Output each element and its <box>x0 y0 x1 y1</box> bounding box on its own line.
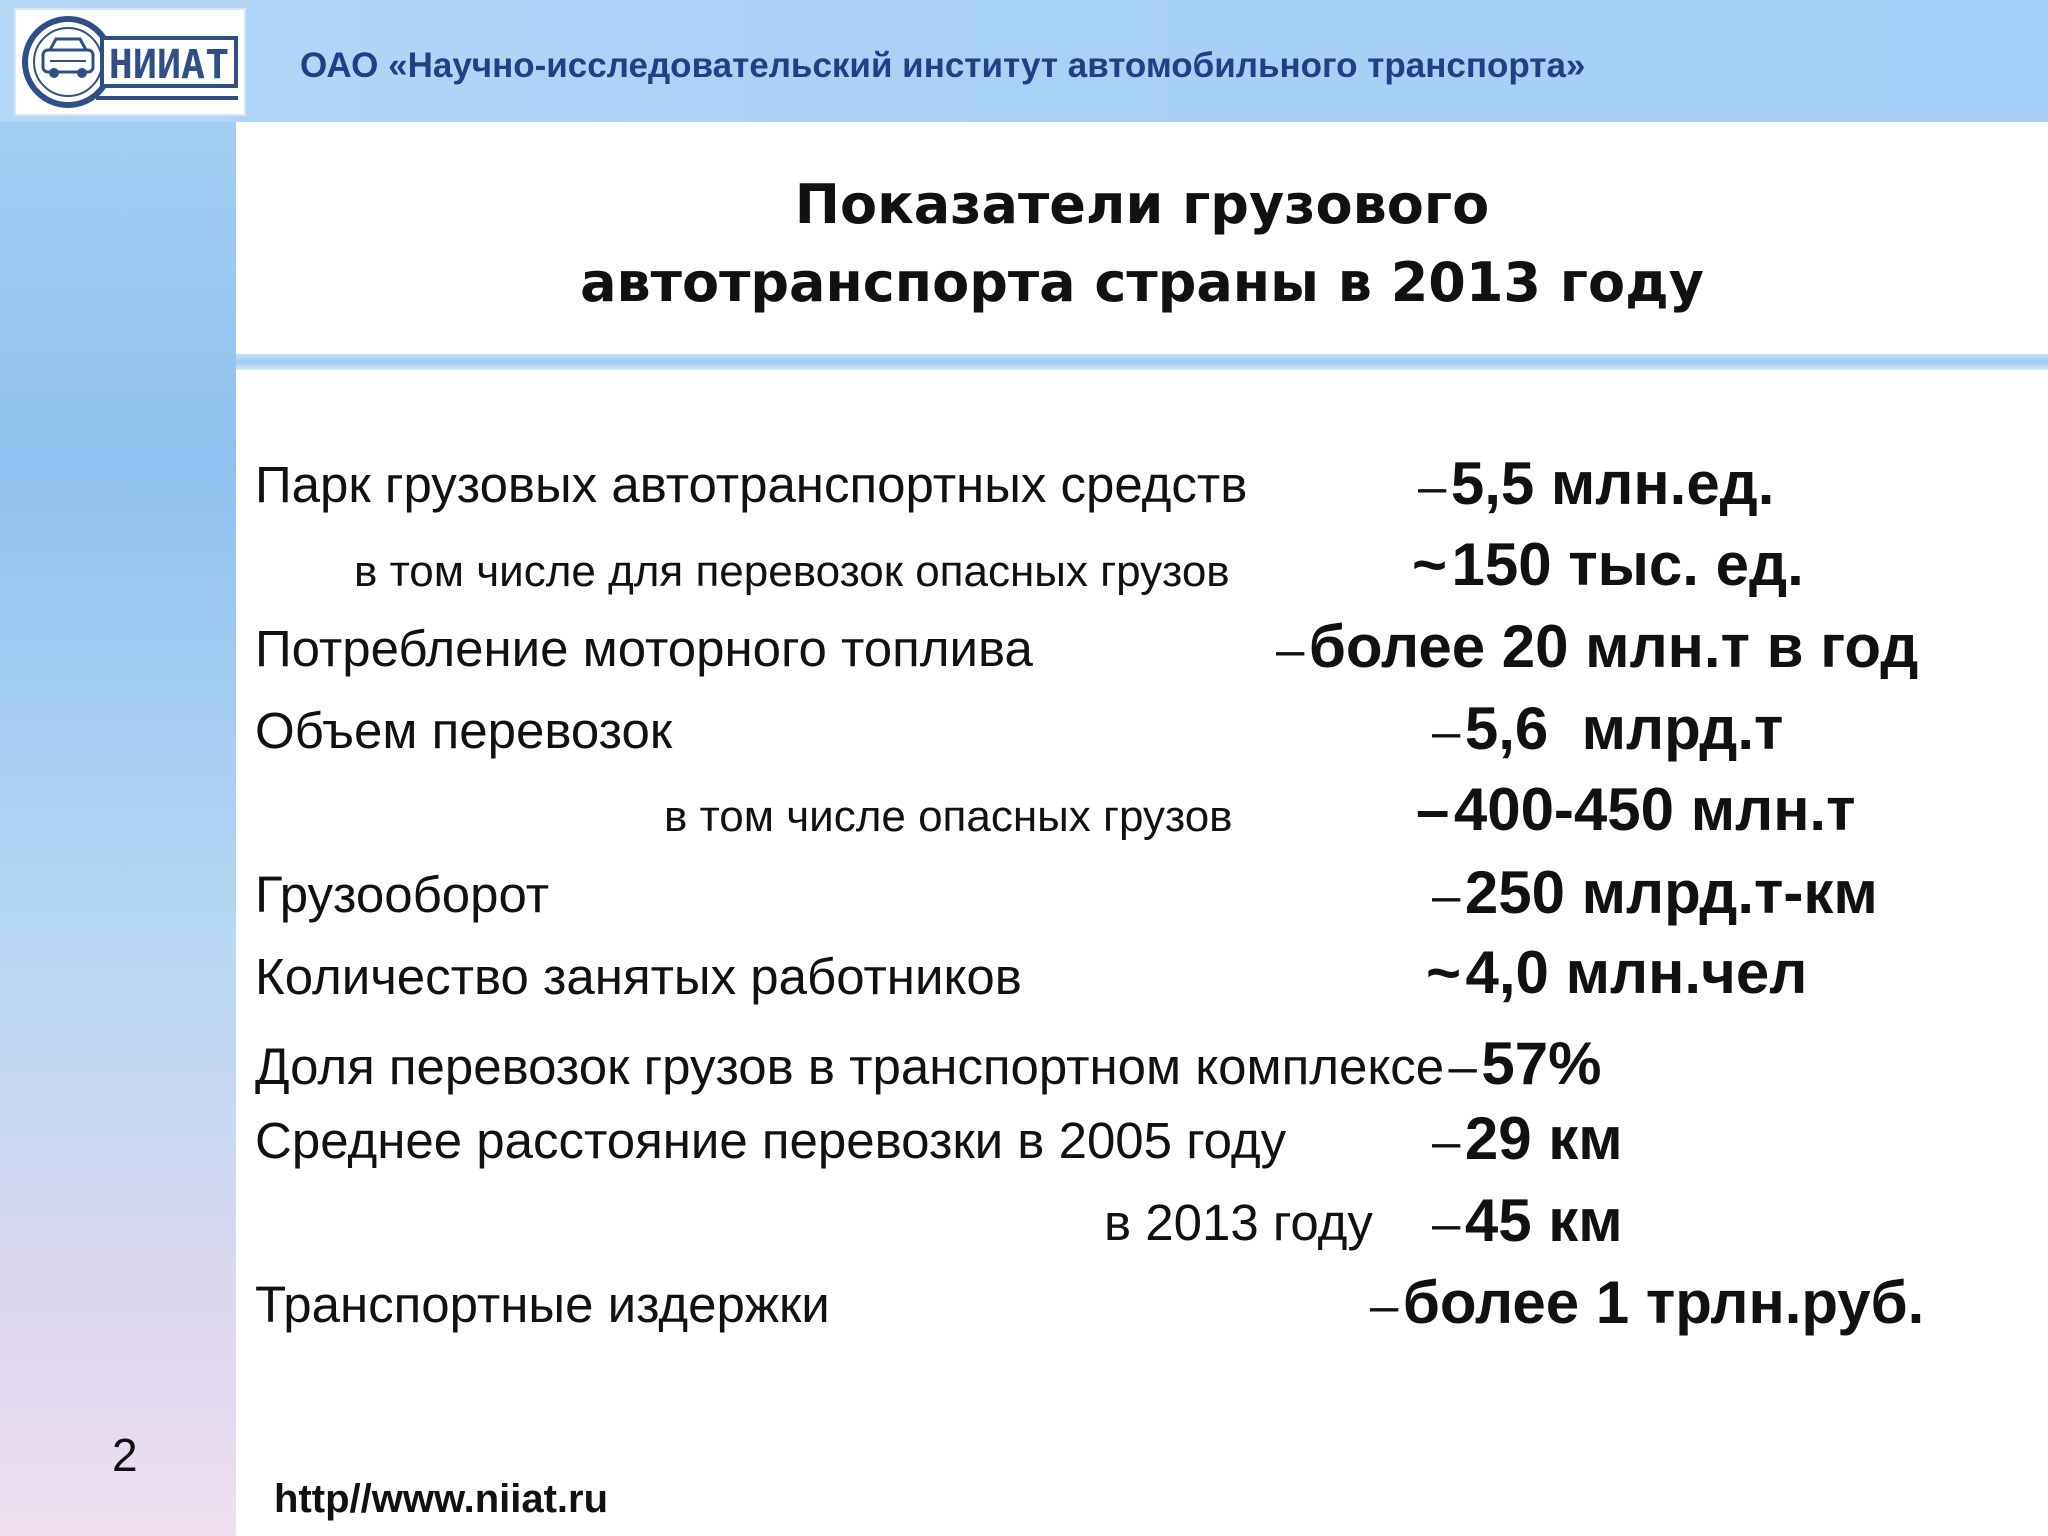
row-label: Парк грузовых автотранспортных средств <box>255 456 1248 513</box>
indicator-turnover-label <box>255 865 549 924</box>
title-line-2: автотранспорта страны в 2013 году <box>580 251 1704 314</box>
row-label: в 2013 году <box>1104 1194 1373 1251</box>
indicator-hazardous-volume-label <box>664 792 1233 842</box>
row-label: в том числе для перевозок опасных грузов <box>354 547 1230 596</box>
indicator-volume-value <box>1432 694 1783 763</box>
niiat-logo <box>14 8 246 116</box>
row-value: 150 тыс. ед. <box>1451 531 1804 598</box>
indicator-distance-2013-value <box>1432 1186 1623 1255</box>
indicator-hazardous-fleet-value <box>1412 530 1804 599</box>
row-separator: – <box>1276 621 1305 678</box>
row-value: 57% <box>1481 1030 1602 1097</box>
row-label: Объем перевозок <box>255 702 673 759</box>
row-value: 250 млрд.т-км <box>1464 859 1878 926</box>
logo-text: НИИАТ <box>108 42 230 88</box>
page-number: 2 <box>112 1429 138 1481</box>
row-value: 5,6 млрд.т <box>1464 695 1784 762</box>
left-decorative-band <box>0 0 236 1536</box>
indicator-fuel-label <box>255 619 1033 678</box>
indicator-fuel-value <box>1276 612 1918 681</box>
indicator-hazardous-fleet-label <box>354 547 1230 597</box>
indicator-fleet-value <box>1418 449 1774 518</box>
row-separator: – <box>1416 776 1450 843</box>
row-value: более 20 млн.т в год <box>1308 613 1919 680</box>
row-value: 4,0 млн.чел <box>1465 939 1808 1006</box>
row-separator: – <box>1448 1038 1477 1095</box>
indicator-workers-label <box>255 947 1022 1006</box>
row-label: Количество занятых работников <box>255 948 1022 1005</box>
row-value: более 1 трлн.руб. <box>1402 1269 1925 1336</box>
row-label: Грузооборот <box>255 866 550 923</box>
row-label: в том числе опасных грузов <box>664 792 1233 841</box>
indicator-costs-label <box>255 1275 830 1334</box>
indicator-hazardous-volume-value <box>1416 775 1856 844</box>
indicator-workers-value <box>1426 938 1807 1007</box>
row-label: Среднее расстояние перевозки в 2005 году <box>255 1112 1287 1169</box>
indicator-distance-2005-value <box>1432 1104 1623 1173</box>
slide-title <box>236 166 2048 322</box>
footer-url[interactable]: http//www.niiat.ru <box>274 1477 609 1521</box>
row-label: Доля перевозок грузов в транспортном комплексе <box>255 1038 1445 1095</box>
row-value: 45 км <box>1464 1187 1623 1254</box>
row-separator: – <box>1432 1113 1461 1170</box>
row-value: 29 км <box>1464 1105 1623 1172</box>
title-line-1: Показатели грузового <box>794 173 1490 236</box>
row-separator: – <box>1418 458 1447 515</box>
indicator-fleet-label <box>255 455 1247 514</box>
logo-graphic <box>16 10 244 114</box>
indicator-costs-value <box>1370 1268 1924 1337</box>
row-value: 5,5 млн.ед. <box>1450 450 1775 517</box>
indicator-distance-2013-label <box>1104 1193 1373 1252</box>
indicator-share-label <box>255 1029 1601 1098</box>
indicator-turnover-value <box>1432 858 1878 927</box>
row-separator: – <box>1432 1195 1461 1252</box>
row-label: Транспортные издержки <box>255 1276 830 1333</box>
organization-name: ОАО «Научно-исследовательский институт автомобильного транспорта» <box>300 46 1586 85</box>
row-label: Потребление моторного топлива <box>255 620 1033 677</box>
title-divider <box>236 354 2048 370</box>
row-separator: ~ <box>1412 531 1448 598</box>
indicator-distance-2005-label <box>255 1111 1286 1170</box>
indicator-volume-label <box>255 701 672 760</box>
row-separator: – <box>1370 1277 1399 1334</box>
row-separator: ~ <box>1426 939 1462 1006</box>
row-value: 400-450 млн.т <box>1453 776 1856 843</box>
row-separator: – <box>1432 867 1461 924</box>
row-separator: – <box>1432 703 1461 760</box>
